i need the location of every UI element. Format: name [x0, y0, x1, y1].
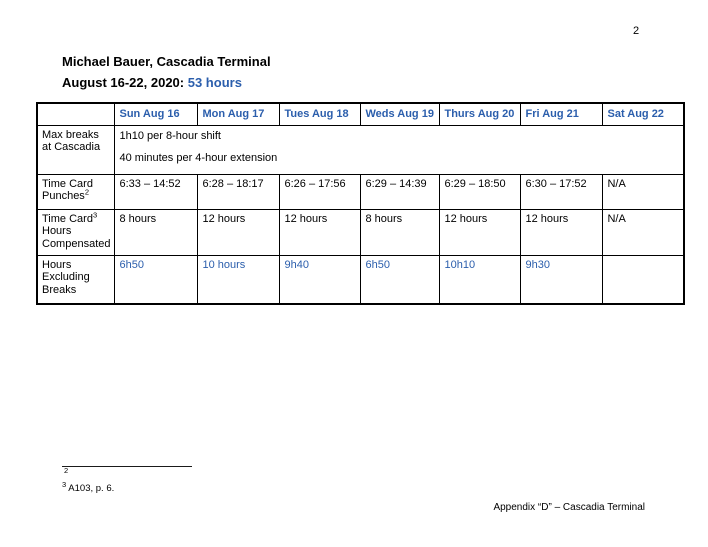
max-breaks-line2: 40 minutes per 4-hour extension [119, 152, 278, 165]
cell-excl-tues: 9h40 [280, 255, 361, 304]
footnote-3 [62, 479, 115, 494]
row-label-max-breaks: Max breaks at Cascadia [37, 125, 115, 174]
subtitle-total-hours: 53 hours [187, 75, 242, 90]
cell-excl-sun: 6h50 [115, 255, 198, 304]
footnote-ref-3: 3 [92, 209, 98, 219]
max-breaks-line1: 1h10 per 8-hour shift [119, 129, 221, 142]
table-header-row [37, 103, 684, 125]
cell-compensated-weds: 8 hours [361, 209, 440, 255]
column-header-fri-aug-21: Fri Aug 21 [521, 103, 603, 125]
cell-compensated-sun: 8 hours [115, 209, 198, 255]
column-header-thurs-aug-20: Thurs Aug 20 [440, 103, 521, 125]
column-header-sun-aug-16: Sun Aug 16 [115, 103, 198, 125]
cell-excl-fri: 9h30 [521, 255, 603, 304]
footnote-ref-2: 2 [84, 187, 89, 197]
cell-excl-thurs: 10h10 [440, 255, 521, 304]
column-header-weds-aug-19: Weds Aug 19 [361, 103, 440, 125]
column-header-sat-aug-22: Sat Aug 22 [603, 103, 684, 125]
row-label-hours-excluding-breaks: Hours Excluding Breaks [37, 255, 115, 304]
cell-compensated-fri: 12 hours [521, 209, 603, 255]
cell-punches-mon: 6:28 – 18:17 [198, 174, 280, 209]
cell-punches-sun: 6:33 – 14:52 [115, 174, 198, 209]
cell-punches-weds: 6:29 – 14:39 [361, 174, 440, 209]
row-label-time-card-punches: Time Card Punches$^2$ [37, 174, 115, 209]
footnote-2 [64, 466, 69, 479]
cell-compensated-mon: 12 hours [198, 209, 280, 255]
cell-excl-weds: 6h50 [361, 255, 440, 304]
row-label-time-card-hours: Time Card$^3$ Hours Compensated [37, 209, 115, 255]
cell-punches-tues: 6:26 – 17:56 [280, 174, 361, 209]
row-max-breaks [37, 125, 684, 174]
max-breaks-merged-cell [115, 125, 684, 174]
page-number: 2 [633, 25, 640, 37]
page-footer: Appendix “D” – Cascadia Terminal [493, 502, 645, 513]
cell-compensated-tues: 12 hours [280, 209, 361, 255]
cell-punches-sat: N/A [603, 174, 684, 209]
row-time-card-punches [37, 174, 684, 209]
footnote-3-text: A103, p. 6. [66, 483, 115, 494]
cell-excl-mon: 10 hours [198, 255, 280, 304]
column-header-blank [37, 103, 115, 125]
row-time-card-hours-compensated [37, 209, 684, 255]
row-hours-excluding-breaks [37, 255, 684, 304]
cell-excl-sat [603, 255, 684, 304]
cell-punches-fri: 6:30 – 17:52 [521, 174, 603, 209]
footnote-separator [62, 466, 192, 467]
cell-compensated-thurs: 12 hours [440, 209, 521, 255]
weekly-hours-table [36, 102, 685, 305]
cell-compensated-sat: N/A [603, 209, 684, 255]
page-title: Michael Bauer, Cascadia Terminal [62, 54, 271, 69]
footnote-2-marker: 2 [64, 466, 69, 475]
column-header-tues-aug-18: Tues Aug 18 [280, 103, 361, 125]
column-header-mon-aug-17: Mon Aug 17 [198, 103, 280, 125]
page-subtitle [62, 75, 242, 90]
footnote-3-marker: 3 [62, 479, 67, 489]
subtitle-date-range: August 16-22, 2020: [62, 75, 185, 90]
cell-punches-thurs: 6:29 – 18:50 [440, 174, 521, 209]
